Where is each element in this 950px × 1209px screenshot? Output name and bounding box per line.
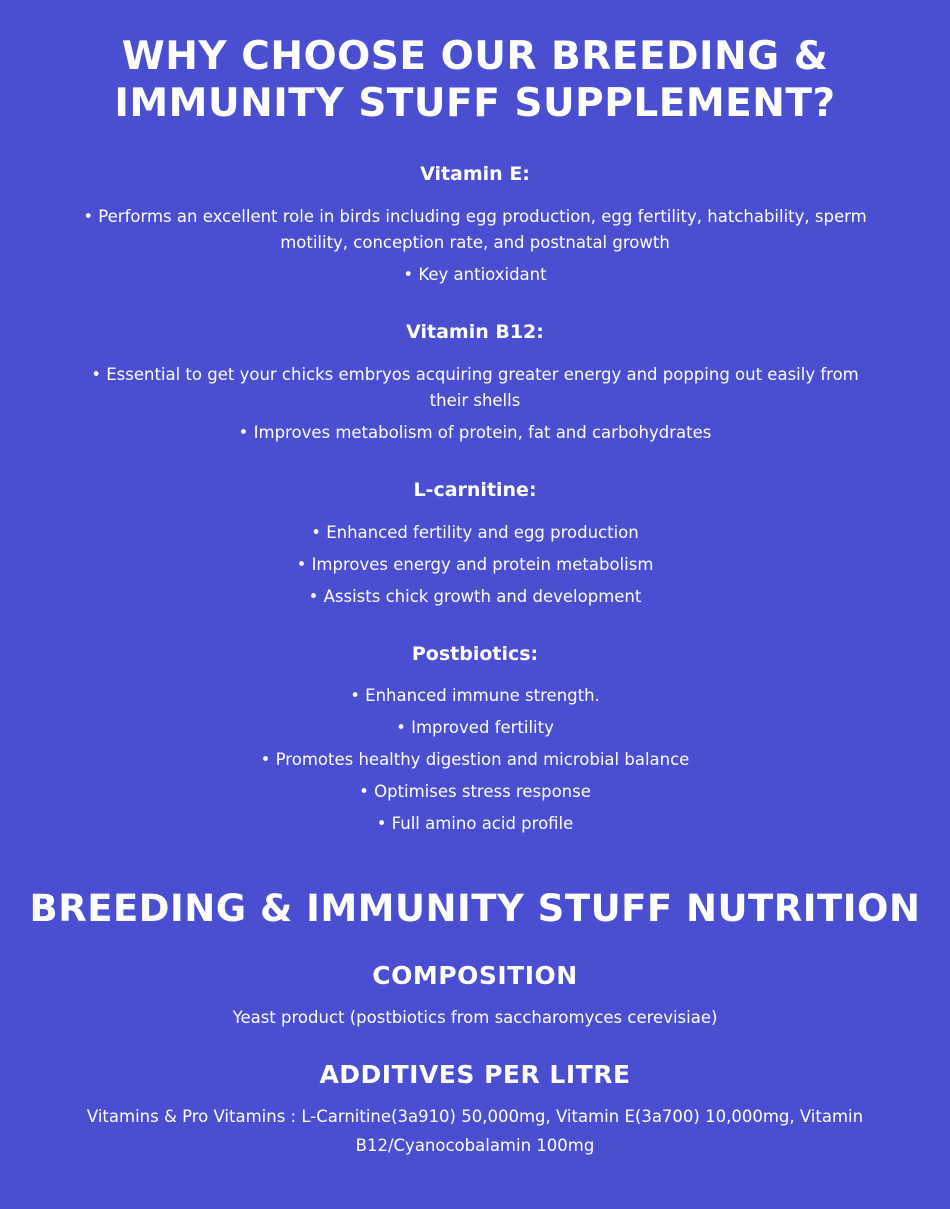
list-item: • Full amino acid profile [376,814,574,833]
list-item: • Key antioxidant [403,265,547,284]
section-heading: Vitamin E: [420,163,530,185]
main-title: WHY CHOOSE OUR BREEDING & IMMUNITY STUFF SUPPLEMENT? [114,34,836,126]
list-item: • Promotes healthy digestion and microbial balance [260,750,690,769]
additives-heading: ADDITIVES PER LITRE [319,1060,631,1089]
list-item: • Improves metabolism of protein, fat and carbohydrates [238,423,712,442]
composition-text: Yeast product (postbiotics from saccharomyces cerevisiae) [232,1008,718,1027]
section-vitamin-b12 [0,320,950,446]
composition-heading: COMPOSITION [372,961,578,990]
section-postbiotics [0,642,950,837]
nutrition-title: BREEDING & IMMUNITY STUFF NUTRITION [29,887,921,930]
list-item: • Optimises stress response [359,782,591,801]
list-item: • Enhanced fertility and egg production [311,523,639,542]
section-vitamin-e [0,162,950,288]
section-l-carnitine [0,478,950,610]
nutrition-section [0,887,950,1160]
list-item: • Enhanced immune strength. [350,686,600,705]
section-heading: L-carnitine: [413,479,537,501]
section-heading: Postbiotics: [411,643,539,665]
list-item: • Performs an excellent role in birds including egg production, egg fertility, hatchability, sperm motility, conception rate, and postnatal growth [83,207,867,252]
additives-text: Vitamins & Pro Vitamins : L-Carnitine(3a910) 50,000mg, Vitamin E(3a700) 10,000mg, Vitamin B12/Cyanocobalamin 100mg [86,1107,864,1155]
section-heading: Vitamin B12: [406,321,544,343]
list-item: • Essential to get your chicks embryos acquiring greater energy and popping out easily from their shells [91,365,859,410]
list-item: • Improves energy and protein metabolism [296,555,654,574]
list-item: • Assists chick growth and development [308,587,642,606]
list-item: • Improved fertility [396,718,554,737]
